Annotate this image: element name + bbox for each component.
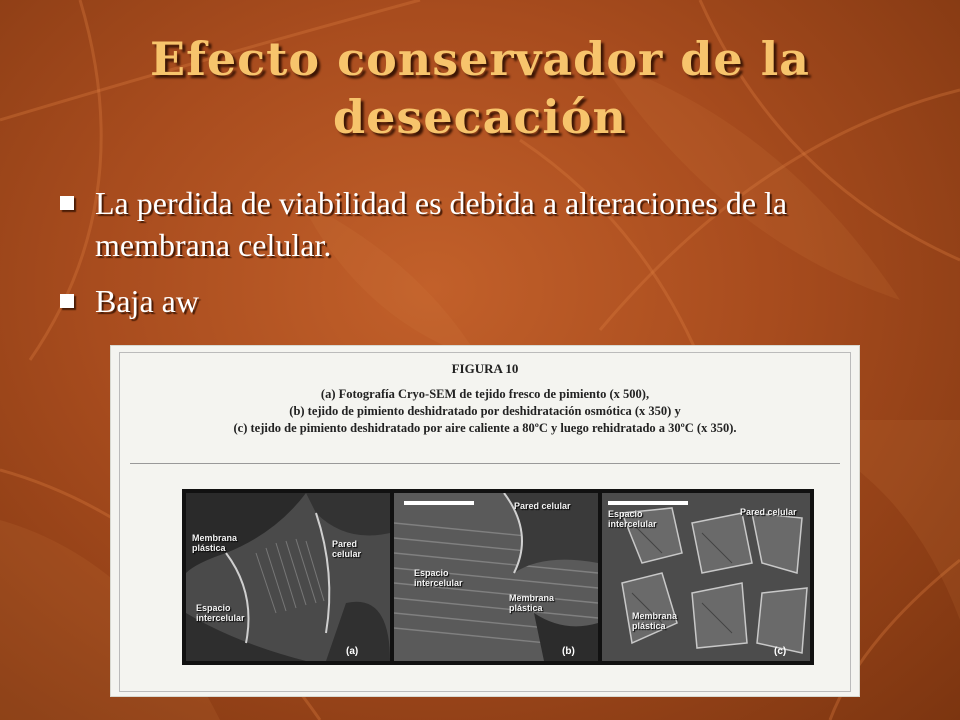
micrograph-strip [182, 489, 814, 665]
square-bullet-icon [60, 294, 74, 308]
annotation-label: Pared celular [332, 539, 362, 559]
panel-label: (c) [774, 646, 787, 657]
annotation-label: Espacio intercelular [196, 603, 245, 623]
panel-label: (a) [346, 646, 359, 657]
figure-caption-line: (b) tejido de pimiento deshidratado por deshidratación osmótica (x 350) y [289, 404, 681, 418]
annotation-label: Membrana plástica [192, 533, 238, 553]
slide-title: Efecto conservador de la desecación [150, 32, 810, 144]
figure-title: FIGURA 10 [451, 361, 519, 376]
annotation-label: Espacio intercelular [608, 509, 657, 529]
square-bullet-icon [60, 196, 74, 210]
annotation-label: Pared celular [740, 507, 797, 517]
micrograph-panel-a [186, 493, 390, 661]
bullet-text: La perdida de viabilidad es debida a alteraciones de la membrana celular. [95, 185, 788, 263]
micrograph-panel-c [602, 493, 810, 661]
micrograph-a-image [186, 493, 390, 661]
figure-caption-line: (a) Fotografía Cryo-SEM de tejido fresco de pimiento (x 500), [320, 387, 650, 401]
micrograph-panel-b [394, 493, 598, 661]
bullet-item [60, 182, 860, 266]
bullet-item [60, 280, 860, 322]
figure-image [110, 345, 860, 697]
annotation-label: Membrana plástica [509, 593, 555, 613]
annotation-label: Membrana plástica [632, 611, 678, 631]
scale-bar [608, 501, 688, 505]
figure-divider [130, 463, 840, 464]
bullet-list [60, 182, 860, 336]
figure-frame [119, 352, 851, 692]
figure-caption-line: (c) tejido de pimiento deshidratado por aire caliente a 80ºC y luego rehidratado a 30ºC (x 350). [233, 421, 737, 435]
annotation-label: Pared celular [514, 501, 571, 511]
panel-label: (b) [562, 646, 575, 657]
bullet-text: Baja aw [95, 283, 199, 319]
annotation-label: Espacio intercelular [414, 568, 463, 588]
scale-bar [404, 501, 474, 505]
